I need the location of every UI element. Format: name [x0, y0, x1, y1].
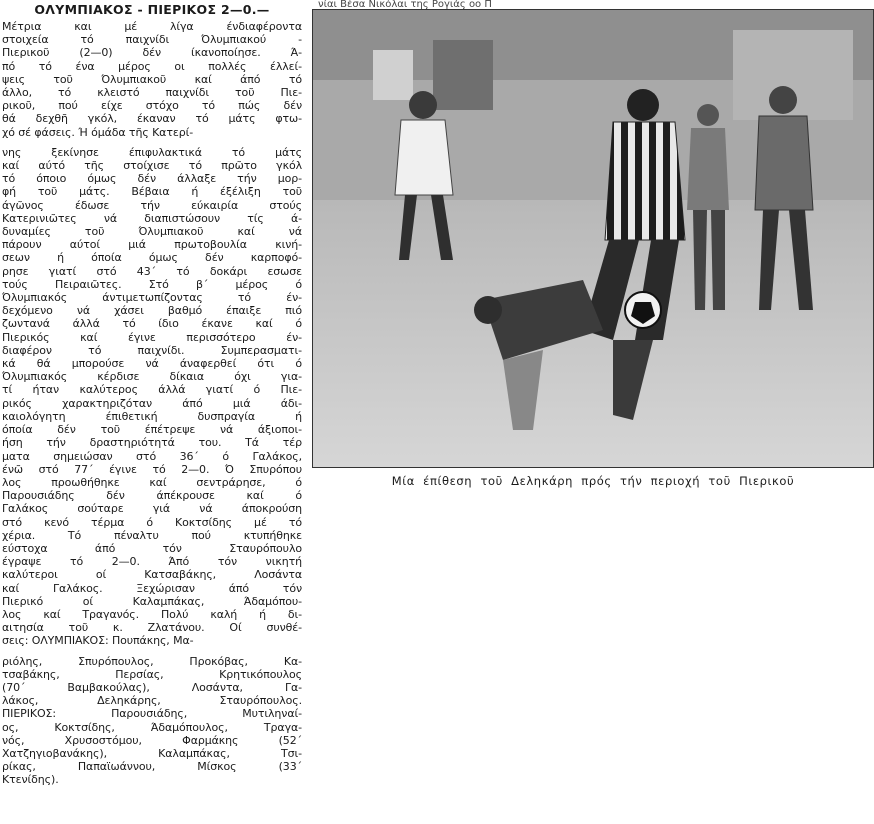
text-line: τσαβάκης, Περσίας, Κρητικόπουλος [2, 667, 302, 681]
text-line: πό τό ένα μέρος οι πολλές έλλεί- [2, 59, 302, 73]
text-line: ρησε γιατί στό 43΄ τό δοκάρι εσωσε [2, 264, 302, 278]
text-line: ματα σημειώσαν στό 36΄ ό Γαλάκος, [2, 449, 302, 463]
text-line: ζωντανά άλλά τό ίδιο έκανε καί ό [2, 317, 302, 331]
text-line: Όλυμπιακός κέρδισε δίκαια όχι για- [2, 370, 302, 384]
text-line: ριόλης, Σπυρόπουλος, Προκόβας, Κα- [2, 654, 302, 668]
text-line: Παρουσιάδης δέν άπέκρουσε καί ό [2, 489, 302, 503]
article-body [2, 20, 302, 787]
text-line: πάρουν αύτοί μιά πρωτοβουλία κινή- [2, 238, 302, 252]
text-line: τί ήταν καλύτερος άλλά γιατί ό Πιε- [2, 383, 302, 397]
text-line: καί αύτό τῆς στοίχισε τό πρῶτο γκόλ [2, 159, 302, 173]
text-line: λος προωθήθηκε καί σεντράρησε, ό [2, 475, 302, 489]
paragraph-part-b [2, 146, 302, 648]
text-line: χέρια. Τό πέναλτυ πού κτυπήθηκε [2, 528, 302, 542]
article-headline: ΟΛΥΜΠΙΑΚΟΣ - ΠΙΕΡΙΚΟΣ 2—0.— [34, 2, 270, 17]
text-line: ος, Κοκτσίδης, Άδαμόπουλος, Τραγα- [2, 720, 302, 734]
text-line: (70΄ Βαμβακούλας), Λοσάντα, Γα- [2, 680, 302, 694]
paragraph-part-c [2, 655, 302, 787]
text-line: τούς Πειραιῶτες. Στό β΄ μέρος ό [2, 277, 302, 291]
text-line: Πιερικός καί έγινε περισσότερο έν- [2, 330, 302, 344]
text-line: αιτησία τοῦ κ. Ζλατάνου. Οί συνθέ- [2, 621, 302, 635]
text-line: ψεις τοῦ Όλυμπιακοῦ καί άπό τό [2, 72, 302, 86]
text-line: Πιερικό οί Καλαμπάκας, Άδαμόπου- [2, 594, 302, 608]
article-column [2, 2, 302, 787]
text-line: Μέτρια και μέ λίγα ένδιαφέροντα [2, 20, 302, 33]
text-line: καλύτεροι οί Κατσαβάκης, Λοσάντα [2, 568, 302, 582]
text-line: διαφέρον τό παιχνίδι. Συμπερασματι- [2, 343, 302, 357]
text-line: σεων ή όποία όμως δέν καρποφό- [2, 251, 302, 265]
text-line: χό σέ φάσεις. Ή όμάδα τῆς Κατερί- [2, 125, 194, 139]
match-photo [312, 9, 874, 468]
text-line: Όλυμπιακός άντιμετωπίζοντας τό έν- [2, 291, 302, 305]
clipped-top-text: νίαι Βέσα Νικόλαι της Ρογιάς οο Π [318, 0, 492, 9]
ball [625, 292, 661, 328]
football-scene-image [313, 10, 873, 467]
text-line: Γαλάκος σούταρε γιά νά άποκρούση [2, 502, 302, 516]
text-line: κά θά μπορούσε νά άναφερθεί ότι ό [2, 357, 302, 371]
text-line: ρίκας, Παπαϊωάννου, Μίσκος (33΄ [2, 760, 302, 774]
text-line: φή τοῦ μάτς. Βέβαια ή έξέλιξη τοῦ [2, 185, 302, 199]
photo-caption: Μία έπίθεση τοῦ Δεληκάρη πρός τήν περιοχή τοῦ Πιερικοῦ [391, 474, 795, 488]
text-line: Χατζηγιοβανάκης), Καλαμπάκας, Τσι- [2, 746, 302, 760]
text-line: λος καί Τραγανός. Πολύ καλή ή δι- [2, 607, 302, 621]
text-line: έγραψε τό 2—0. Άπό τόν νικητή [2, 555, 302, 569]
text-line: άλλο, τό κλειστό παιχνίδι τοῦ Πιε- [2, 86, 302, 100]
text-line: στό κενό τέρμα ό Κοκτσίδης μέ τό [2, 515, 302, 529]
text-line: νός, Χρυσοστόμου, Φαρμάκης (52΄ [2, 733, 302, 747]
text-line: Κτενίδης). [2, 773, 59, 787]
text-line: νης ξεκίνησε έπιφυλακτικά τό μάτς [2, 145, 302, 159]
text-line: δυναμίες τοῦ Όλυμπιακοῦ καί νά [2, 225, 302, 239]
text-line: ήση τήν δραστηριότητά του. Τά τέρ [2, 436, 302, 450]
text-line: τό όποιο όμως δέν άλλαξε τήν μορ- [2, 172, 302, 186]
text-line: Κατερινιῶτες νά διαπιστώσουν τίς ά- [2, 211, 302, 225]
text-line: σεις: ΟΛΥΜΠΙΑΚΟΣ: Πουπάκης, Μα- [2, 634, 194, 648]
text-line: θά δεχθῆ γκόλ, έκαναν τό μάτς φτω- [2, 112, 302, 126]
text-line: ρικοῦ, πού είχε στόχο τό πώς δέν [2, 99, 302, 113]
text-line: εύστοχα άπό τόν Σταυρόπουλο [2, 541, 302, 555]
text-line: στοιχεία τό παιχνίδι Όλυμπιακού - [2, 33, 302, 47]
text-line: καιολόγητη έπιθετική δυσπραγία ή [2, 409, 302, 423]
text-line: ΠΙΕΡΙΚΟΣ: Παρουσιάδης, Μυτιληναί- [2, 707, 302, 721]
text-line: ρικός χαρακτηριζόταν άπό μιά άδι- [2, 396, 302, 410]
text-line: Πιερικοῦ (2—0) δέν ίκανοποίησε. Ά- [2, 46, 302, 60]
text-line: λάκος, Δεληκάρης, Σταυρόπουλος. [2, 694, 302, 708]
paragraph-part-a [2, 20, 302, 139]
text-line: όποία δέν τοῦ έπέτρεψε νά άξιοποι- [2, 423, 302, 437]
text-line: άγῶνος έδωσε τήν εύκαιρία στούς [2, 198, 302, 212]
text-line: δεχόμενο νά χάσει βαθμό έπαιξε πιό [2, 304, 302, 318]
text-line: ένῶ στό 77΄ έγινε τό 2—0. Ό Σπυρόπου [2, 462, 302, 476]
text-line: καί Γαλάκος. Ξεχώρισαν άπό τόν [2, 581, 302, 595]
